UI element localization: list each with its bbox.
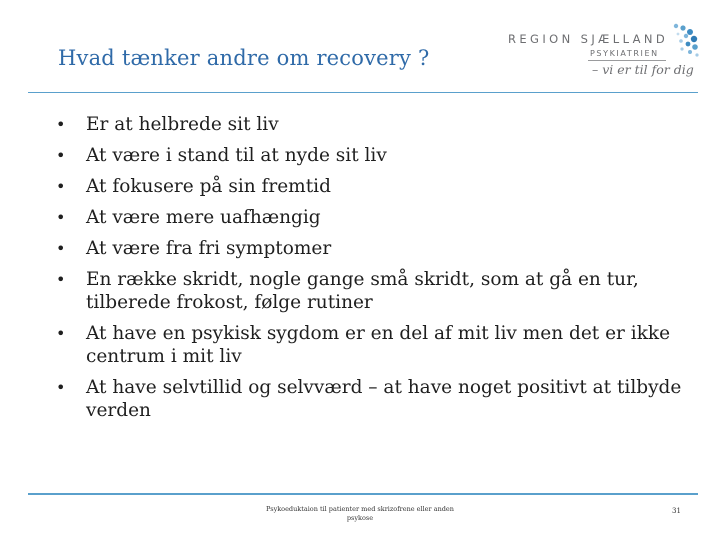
bullet-marker: •	[56, 115, 66, 134]
title-divider	[28, 92, 698, 93]
bullet-marker: •	[56, 146, 66, 165]
footer-caption: Psykoeduktaion til patienter med skrizofrene eller anden psykose	[266, 505, 454, 522]
bullet-text: At være fra fri symptomer	[86, 238, 332, 259]
bullet-marker: •	[56, 208, 66, 227]
list-item	[56, 113, 696, 136]
slide-title: Hvad tænker andre om recovery ?	[58, 46, 430, 70]
bullet-marker: •	[56, 177, 66, 196]
bullet-text: At være mere uafhængig	[86, 207, 321, 228]
list-item	[56, 175, 696, 198]
footer-divider	[28, 493, 698, 495]
bullet-marker: •	[56, 239, 66, 258]
list-item	[56, 268, 696, 314]
bullet-marker: •	[56, 378, 66, 397]
list-item	[56, 322, 696, 368]
bullet-text: En række skridt, nogle gange små skridt, som at gå en tur, tilberede frokost, følge rutiner	[86, 269, 639, 313]
logo-underline	[588, 60, 666, 61]
bullet-text: At have en psykisk sygdom er en del af mit liv men det er ikke centrum i mit liv	[86, 323, 671, 367]
region-sjaelland-logo	[508, 22, 700, 88]
list-item	[56, 376, 696, 422]
page-number: 31	[672, 507, 681, 515]
bullet-text: At have selvtillid og selvværd – at have noget positivt at tilbyde verden	[86, 377, 682, 421]
bullet-marker: •	[56, 270, 66, 289]
list-item	[56, 237, 696, 260]
bullet-marker: •	[56, 324, 66, 343]
dot-cluster-icon	[668, 22, 702, 62]
bullet-text: At fokusere på sin fremtid	[86, 176, 331, 197]
logo-unit-text: PSYKIATRIEN	[590, 49, 659, 58]
bullet-text: At være i stand til at nyde sit liv	[86, 145, 387, 166]
logo-region-text: REGION SJÆLLAND	[508, 32, 669, 46]
logo-slogan: – vi er til for dig	[592, 62, 694, 77]
bullet-text: Er at helbrede sit liv	[86, 114, 279, 135]
list-item	[56, 144, 696, 167]
bullet-list	[56, 113, 696, 430]
list-item	[56, 206, 696, 229]
